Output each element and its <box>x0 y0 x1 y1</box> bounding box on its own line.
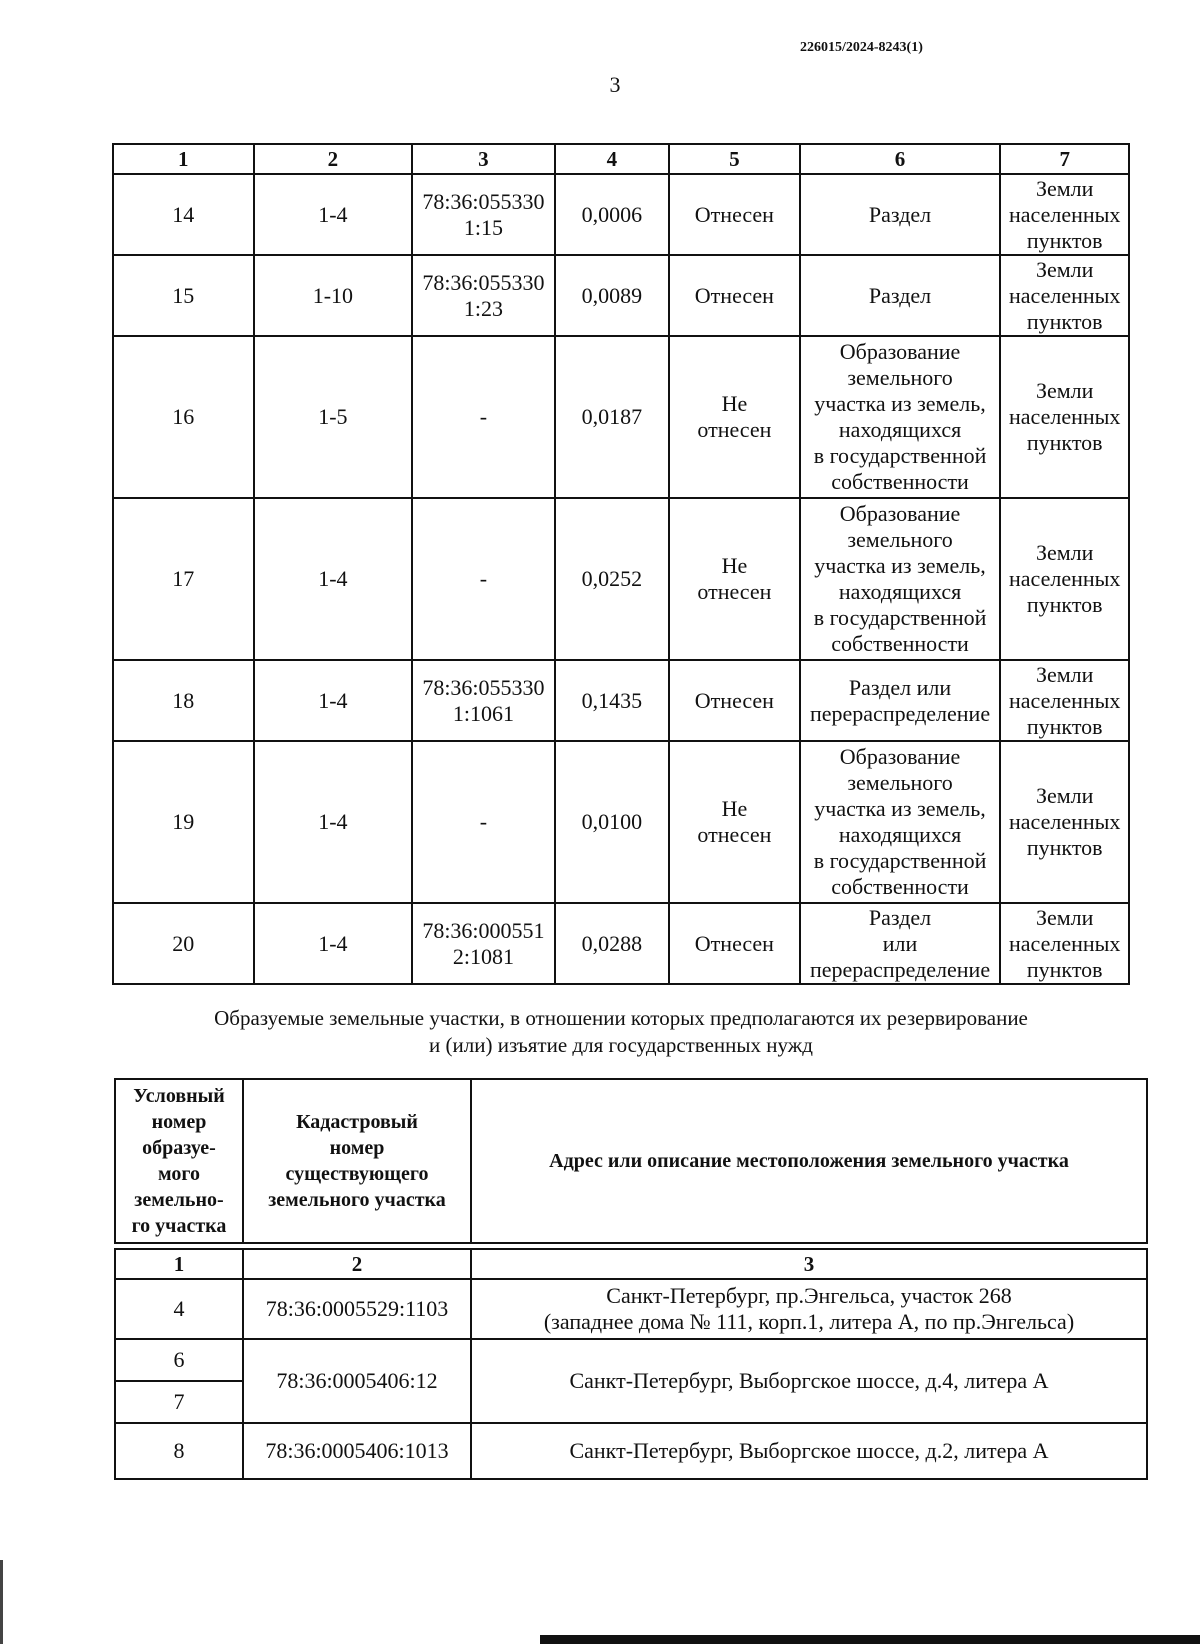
cell-line: собственности <box>831 469 969 494</box>
cadastral-number: 78:36:0005529:1103 <box>243 1279 471 1339</box>
cell-line: 1:23 <box>463 295 503 321</box>
formation-method <box>800 741 1001 903</box>
cell-line: Раздел <box>868 282 932 308</box>
cell-line: или <box>882 930 918 956</box>
cadastral-number <box>412 174 555 255</box>
cell-line: Земли <box>1035 540 1094 565</box>
table-row <box>113 903 1129 984</box>
points-range: 1-4 <box>254 903 413 984</box>
cell-line: Адрес или описание местоположения земельного участка <box>549 1150 1069 1172</box>
cell-line: участка из земель, <box>814 796 986 821</box>
cell-line: Отнесен <box>694 687 774 713</box>
cell-line: отнесен <box>697 417 772 442</box>
plot-address <box>471 1423 1147 1479</box>
column-header: 5 <box>669 144 800 174</box>
cell-line: Условный <box>133 1085 225 1107</box>
cell-line: Не <box>721 796 748 821</box>
column-numbers-row <box>115 1249 1147 1279</box>
cadastral-number <box>412 498 555 660</box>
cell-line: земельного <box>847 365 953 390</box>
cell-line: Образование <box>839 501 961 526</box>
points-range: 1-4 <box>254 174 413 255</box>
cadastral-number <box>412 741 555 903</box>
column-number: 2 <box>243 1249 471 1279</box>
land-category <box>1000 336 1129 498</box>
cell-line: 78:36:000551 <box>422 917 545 943</box>
cell-line: Земли <box>1035 661 1094 687</box>
cell-line: Земли <box>1035 783 1094 808</box>
column-header: 3 <box>412 144 555 174</box>
land-category <box>1000 660 1129 741</box>
points-range: 1-4 <box>254 741 413 903</box>
cell-line: мого <box>158 1163 200 1185</box>
cell-line: Санкт-Петербург, Выборгское шоссе, д.4, литера А <box>569 1368 1049 1393</box>
plot-number: 7 <box>115 1381 243 1423</box>
cadastral-number <box>412 660 555 741</box>
plot-area: 0,0252 <box>555 498 669 660</box>
cell-line: населенных <box>1009 930 1121 956</box>
cell-line: Раздел <box>868 904 932 930</box>
cell-line: 1:1061 <box>452 700 514 726</box>
formation-method <box>800 498 1001 660</box>
plot-address <box>471 1279 1147 1339</box>
table-header-row <box>115 1079 1147 1243</box>
cell-line: Отнесен <box>694 930 774 956</box>
status <box>669 255 800 336</box>
cell-line: Отнесен <box>694 282 774 308</box>
plot-area: 0,0089 <box>555 255 669 336</box>
column-header: 7 <box>1000 144 1129 174</box>
cell-line: находящихся <box>838 417 962 442</box>
column-header: 6 <box>800 144 1001 174</box>
formation-method <box>800 174 1001 255</box>
column-header: 1 <box>113 144 254 174</box>
plot-area: 0,0006 <box>555 174 669 255</box>
column-number: 3 <box>471 1249 1147 1279</box>
cell-line: - <box>479 404 488 429</box>
status <box>669 903 800 984</box>
land-category <box>1000 174 1129 255</box>
cell-line: в государственной <box>813 443 987 468</box>
header-plot-number <box>115 1079 243 1243</box>
cell-line: находящихся <box>838 579 962 604</box>
cell-line: 78:36:055330 <box>422 269 545 295</box>
cadastral-number: 78:36:0005406:1013 <box>243 1423 471 1479</box>
cell-line: пунктов <box>1026 308 1103 334</box>
cell-line: пунктов <box>1026 430 1103 455</box>
table-row <box>115 1279 1147 1339</box>
caption-line: и (или) изъятие для государственных нужд <box>429 1033 813 1057</box>
cadastral-number <box>412 255 555 336</box>
cell-line: 78:36:055330 <box>422 188 545 214</box>
plot-number: 4 <box>115 1279 243 1339</box>
cell-line: отнесен <box>697 822 772 847</box>
plot-number: 14 <box>113 174 254 255</box>
plot-area: 0,0100 <box>555 741 669 903</box>
formation-method <box>800 255 1001 336</box>
cell-line: го участка <box>131 1215 227 1237</box>
cell-line: земельно- <box>134 1189 224 1211</box>
cell-line: в государственной <box>813 605 987 630</box>
plot-number: 8 <box>115 1423 243 1479</box>
formation-method <box>800 336 1001 498</box>
cell-line: отнесен <box>697 579 772 604</box>
cell-line: земельного <box>847 770 953 795</box>
cell-line: Раздел <box>868 201 932 227</box>
scan-edge-mark <box>0 1560 3 1644</box>
cell-line: номер <box>151 1111 207 1133</box>
table-row <box>113 174 1129 255</box>
page-number: 3 <box>609 72 621 97</box>
cell-line: населенных <box>1009 809 1121 834</box>
table-row <box>113 498 1129 660</box>
cell-line: номер <box>329 1137 385 1159</box>
cadastral-number <box>412 903 555 984</box>
table-header-row <box>113 144 1129 174</box>
cell-line: Земли <box>1035 256 1094 282</box>
section-caption <box>112 1005 1130 1059</box>
cell-line: Не <box>721 553 748 578</box>
column-number: 1 <box>115 1249 243 1279</box>
formation-method <box>800 660 1001 741</box>
table-row <box>113 336 1129 498</box>
cell-line: собственности <box>831 631 969 656</box>
formation-method <box>800 903 1001 984</box>
table-row <box>113 255 1129 336</box>
cell-line: населенных <box>1009 201 1121 227</box>
points-range: 1-4 <box>254 660 413 741</box>
cell-line: Кадастровый <box>296 1111 418 1133</box>
cell-line: Земли <box>1035 175 1094 201</box>
plot-number: 6 <box>115 1339 243 1381</box>
cell-line: собственности <box>831 874 969 899</box>
caption-line: Образуемые земельные участки, в отношении которых предполагаются их резервирование <box>214 1006 1028 1030</box>
cell-line: Раздел или <box>848 674 952 700</box>
land-category <box>1000 903 1129 984</box>
cell-line: - <box>479 566 488 591</box>
plot-number: 20 <box>113 903 254 984</box>
cell-line: населенных <box>1009 566 1121 591</box>
cell-line: в государственной <box>813 848 987 873</box>
table-row <box>113 660 1129 741</box>
land-category <box>1000 498 1129 660</box>
plot-area: 0,1435 <box>555 660 669 741</box>
cell-line: пунктов <box>1026 956 1103 982</box>
cell-line: Санкт-Петербург, пр.Энгельса, участок 268 <box>606 1283 1012 1308</box>
header-address <box>471 1079 1147 1243</box>
cell-line: (западнее дома № 111, корп.1, литера А, по пр.Энгельса) <box>543 1309 1075 1334</box>
column-header: 2 <box>254 144 413 174</box>
cell-line: Земли <box>1035 904 1094 930</box>
points-range: 1-10 <box>254 255 413 336</box>
cell-line: населенных <box>1009 687 1121 713</box>
plot-area: 0,0288 <box>555 903 669 984</box>
cadastral-number <box>412 336 555 498</box>
plot-number: 19 <box>113 741 254 903</box>
status <box>669 336 800 498</box>
cell-line: участка из земель, <box>814 553 986 578</box>
table-row <box>115 1339 1147 1381</box>
cell-line: образуе- <box>142 1137 216 1159</box>
cell-line: участка из земель, <box>814 391 986 416</box>
plot-number: 18 <box>113 660 254 741</box>
scan-edge-bar <box>540 1635 1200 1644</box>
cell-line: пунктов <box>1026 227 1103 253</box>
cell-line: Земли <box>1035 378 1094 403</box>
cell-line: Образование <box>839 744 961 769</box>
cell-line: 2:1081 <box>452 943 514 969</box>
status <box>669 741 800 903</box>
cell-line: пунктов <box>1026 592 1103 617</box>
cell-line: Отнесен <box>694 201 774 227</box>
table-row <box>115 1423 1147 1479</box>
plot-number: 16 <box>113 336 254 498</box>
plot-number: 17 <box>113 498 254 660</box>
table-row <box>113 741 1129 903</box>
cell-line: пунктов <box>1026 835 1103 860</box>
points-range: 1-4 <box>254 498 413 660</box>
document-id: 226015/2024-8243(1) <box>800 40 923 55</box>
cell-line: земельного <box>847 527 953 552</box>
cell-line: земельного участка <box>268 1189 446 1211</box>
plot-address <box>471 1339 1147 1423</box>
cell-line: пунктов <box>1026 713 1103 739</box>
cell-line: существующего <box>285 1163 429 1185</box>
plot-number: 15 <box>113 255 254 336</box>
cell-line: перераспределение <box>809 700 991 726</box>
plot-area: 0,0187 <box>555 336 669 498</box>
cell-line: - <box>479 809 488 834</box>
header-cadastral-number <box>243 1079 471 1243</box>
status <box>669 660 800 741</box>
cell-line: Санкт-Петербург, Выборгское шоссе, д.2, литера А <box>569 1438 1049 1463</box>
points-range: 1-5 <box>254 336 413 498</box>
status <box>669 498 800 660</box>
reserved-plots-table <box>114 1078 1148 1480</box>
land-category <box>1000 255 1129 336</box>
cell-line: 1:15 <box>463 214 503 240</box>
cell-line: населенных <box>1009 404 1121 429</box>
cadastral-number: 78:36:0005406:12 <box>243 1339 471 1423</box>
column-header: 4 <box>555 144 669 174</box>
land-plots-table <box>112 143 1130 985</box>
status <box>669 174 800 255</box>
cell-line: населенных <box>1009 282 1121 308</box>
cell-line: перераспределение <box>809 956 991 982</box>
cell-line: Образование <box>839 339 961 364</box>
cell-line: 78:36:055330 <box>422 674 545 700</box>
cell-line: находящихся <box>838 822 962 847</box>
cell-line: Не <box>721 391 748 416</box>
land-category <box>1000 741 1129 903</box>
